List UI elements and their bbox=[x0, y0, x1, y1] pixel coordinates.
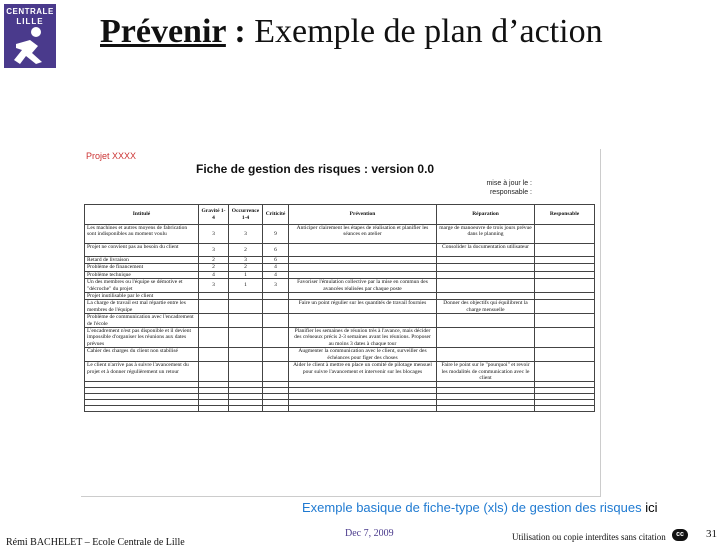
logo bbox=[4, 4, 56, 68]
cell-prevention bbox=[289, 314, 437, 328]
col-gravite: Gravité 1-4 bbox=[199, 205, 229, 225]
cell-reparation bbox=[437, 279, 535, 293]
cell-criticite: 4 bbox=[263, 271, 289, 278]
risk-table-body bbox=[85, 225, 595, 412]
cell-occurrence bbox=[229, 300, 263, 314]
cell-reparation bbox=[437, 271, 535, 278]
caption bbox=[302, 500, 658, 515]
cell-prevention bbox=[289, 293, 437, 300]
footer-author: Rémi BACHELET – Ecole Centrale de Lille bbox=[6, 537, 185, 548]
cell-reparation bbox=[437, 264, 535, 271]
cell-gravite: 2 bbox=[199, 257, 229, 264]
cell-occurrence: 2 bbox=[229, 244, 263, 257]
cell-responsable bbox=[535, 244, 595, 257]
cell-responsable bbox=[535, 328, 595, 348]
table-row bbox=[85, 293, 595, 300]
cell-prevention: Augmenter la communication avec le client, surveiller des échéances pour figer des choses bbox=[289, 348, 437, 362]
cell-criticite bbox=[263, 348, 289, 362]
cell-criticite: 3 bbox=[263, 279, 289, 293]
cell-prevention: Favoriser l'émulation collective par la mise en commun des avancées réalisées par chaque poste bbox=[289, 279, 437, 293]
cell-occurrence: 1 bbox=[229, 271, 263, 278]
table-row bbox=[85, 244, 595, 257]
cell-prevention: Faire un point régulier sur les quantités de travail fournies bbox=[289, 300, 437, 314]
footer-usage: Utilisation ou copie interdites sans citation bbox=[512, 532, 666, 542]
cell-prevention bbox=[289, 257, 437, 264]
cell-occurrence: 1 bbox=[229, 279, 263, 293]
table-row bbox=[85, 348, 595, 362]
cell-prevention: Anticiper clairement les étapes de réalisation et planifier les séances en atelier bbox=[289, 225, 437, 244]
cell-occurrence: 3 bbox=[229, 225, 263, 244]
cell-gravite bbox=[199, 328, 229, 348]
cell-occurrence bbox=[229, 293, 263, 300]
col-responsable: Responsable bbox=[535, 205, 595, 225]
cell-criticite: 6 bbox=[263, 257, 289, 264]
cell-intitule bbox=[85, 406, 199, 412]
cc-license-icon: cc bbox=[672, 529, 688, 541]
cell-intitule: Problème de communication avec l'encadrement de l'école bbox=[85, 314, 199, 328]
cell-criticite bbox=[263, 406, 289, 412]
table-row bbox=[85, 328, 595, 348]
cell-reparation: Faire le point sur le "pourquoi" et revoir les modalités de communication avec le client bbox=[437, 362, 535, 382]
logo-line2: LILLE bbox=[16, 17, 44, 26]
cell-reparation bbox=[437, 406, 535, 412]
cell-intitule: Projet inutilisable par le client bbox=[85, 293, 199, 300]
cell-reparation bbox=[437, 328, 535, 348]
cell-responsable bbox=[535, 264, 595, 271]
cell-reparation: Consolider la documentation utilisateur bbox=[437, 244, 535, 257]
page-number: 31 bbox=[706, 528, 717, 540]
cell-prevention: Planifier les semaines de réunion très à l'avance, mais décider des créneaux précis 2-3 semaines avant les réunions. Proposer au moins 3 dates à chaque tour bbox=[289, 328, 437, 348]
cell-responsable bbox=[535, 279, 595, 293]
cell-intitule: Le client n'arrive pas à suivre l'avancement du projet et à donner régulièrement un retour bbox=[85, 362, 199, 382]
cell-intitule: Projet ne convient pas au besoin du client bbox=[85, 244, 199, 257]
cell-prevention bbox=[289, 244, 437, 257]
slide-title bbox=[100, 10, 700, 54]
running-figure-icon bbox=[10, 26, 50, 66]
cell-reparation bbox=[437, 257, 535, 264]
empty-row bbox=[85, 406, 595, 412]
cell-occurrence bbox=[229, 406, 263, 412]
cell-criticite bbox=[263, 300, 289, 314]
cell-gravite: 3 bbox=[199, 279, 229, 293]
cell-occurrence: 3 bbox=[229, 257, 263, 264]
cell-prevention bbox=[289, 264, 437, 271]
cell-criticite: 9 bbox=[263, 225, 289, 244]
update-date-label: mise à jour le : bbox=[486, 180, 532, 187]
cell-criticite bbox=[263, 293, 289, 300]
cell-intitule: Problème de financement bbox=[85, 264, 199, 271]
table-row bbox=[85, 271, 595, 278]
cell-responsable bbox=[535, 225, 595, 244]
col-prevention: Prévention bbox=[289, 205, 437, 225]
cell-reparation bbox=[437, 348, 535, 362]
cell-gravite bbox=[199, 314, 229, 328]
cell-intitule: Cahier des charges du client non stabilisé bbox=[85, 348, 199, 362]
cell-responsable bbox=[535, 257, 595, 264]
project-name: Projet XXXX bbox=[86, 151, 137, 161]
cell-criticite bbox=[263, 314, 289, 328]
logo-line1: CENTRALE bbox=[6, 7, 54, 16]
responsible-label: responsable : bbox=[489, 189, 532, 196]
title-rest: Exemple de plan d’action bbox=[245, 13, 603, 50]
cell-occurrence bbox=[229, 348, 263, 362]
cell-reparation: Donner des objectifs qui équilibrent la charge mensuelle bbox=[437, 300, 535, 314]
table-row bbox=[85, 314, 595, 328]
title-colon: : bbox=[225, 13, 246, 50]
cell-criticite bbox=[263, 362, 289, 382]
sheet-title: Fiche de gestion des risques : version 0.0 bbox=[196, 162, 435, 176]
caption-text: Exemple basique de fiche-type (xls) de gestion des risques bbox=[302, 500, 646, 515]
cell-responsable bbox=[535, 293, 595, 300]
cell-responsable bbox=[535, 406, 595, 412]
cell-occurrence: 2 bbox=[229, 264, 263, 271]
cell-occurrence bbox=[229, 314, 263, 328]
cell-responsable bbox=[535, 271, 595, 278]
table-header-row bbox=[85, 205, 595, 225]
table-row bbox=[85, 362, 595, 382]
col-intitule: Intitulé bbox=[85, 205, 199, 225]
cell-criticite: 6 bbox=[263, 244, 289, 257]
cell-prevention bbox=[289, 406, 437, 412]
col-reparation: Réparation bbox=[437, 205, 535, 225]
cell-intitule: Un des membres ou l'équipe se démotive et "décroche" du projet bbox=[85, 279, 199, 293]
cell-reparation: marge de manoeuvre de trois jours prévue dans le planning bbox=[437, 225, 535, 244]
cell-gravite bbox=[199, 293, 229, 300]
cell-gravite bbox=[199, 348, 229, 362]
cell-responsable bbox=[535, 314, 595, 328]
cell-criticite bbox=[263, 328, 289, 348]
cell-intitule: Les machines et autres moyens de fabrication sont indisponibles au moment voulu bbox=[85, 225, 199, 244]
cell-gravite: 2 bbox=[199, 264, 229, 271]
cell-intitule: Problème technique bbox=[85, 271, 199, 278]
footer-date: Dec 7, 2009 bbox=[345, 528, 394, 539]
cell-gravite bbox=[199, 406, 229, 412]
col-criticite: Criticité bbox=[263, 205, 289, 225]
table-row bbox=[85, 300, 595, 314]
cell-gravite bbox=[199, 300, 229, 314]
risk-table bbox=[84, 204, 595, 412]
cell-gravite: 4 bbox=[199, 271, 229, 278]
cell-gravite: 3 bbox=[199, 244, 229, 257]
risk-sheet bbox=[80, 148, 600, 496]
cell-reparation bbox=[437, 314, 535, 328]
cell-gravite: 3 bbox=[199, 225, 229, 244]
table-row bbox=[85, 225, 595, 244]
cell-intitule: L'encadrement n'est pas disponible et il devient impossible d'organiser les réunions aux dates prévues bbox=[85, 328, 199, 348]
table-row bbox=[85, 279, 595, 293]
table-row bbox=[85, 264, 595, 271]
cell-occurrence bbox=[229, 328, 263, 348]
cell-intitule: Retard de livraison bbox=[85, 257, 199, 264]
cell-prevention bbox=[289, 271, 437, 278]
caption-link[interactable]: ici bbox=[645, 500, 658, 515]
cell-responsable bbox=[535, 300, 595, 314]
cell-prevention: Aider le client à mettre en place un comité de pilotage mensuel pour suivre l'avancement et intervenir sur les blocages bbox=[289, 362, 437, 382]
col-occurrence: Occurrence 1-4 bbox=[229, 205, 263, 225]
table-row bbox=[85, 257, 595, 264]
cell-occurrence bbox=[229, 362, 263, 382]
cell-gravite bbox=[199, 362, 229, 382]
cell-responsable bbox=[535, 362, 595, 382]
cell-intitule: La charge de travail est mal répartie entre les membres de l'équipe bbox=[85, 300, 199, 314]
cell-responsable bbox=[535, 348, 595, 362]
cell-reparation bbox=[437, 293, 535, 300]
cell-criticite: 4 bbox=[263, 264, 289, 271]
title-keyword: Prévenir bbox=[100, 13, 226, 50]
